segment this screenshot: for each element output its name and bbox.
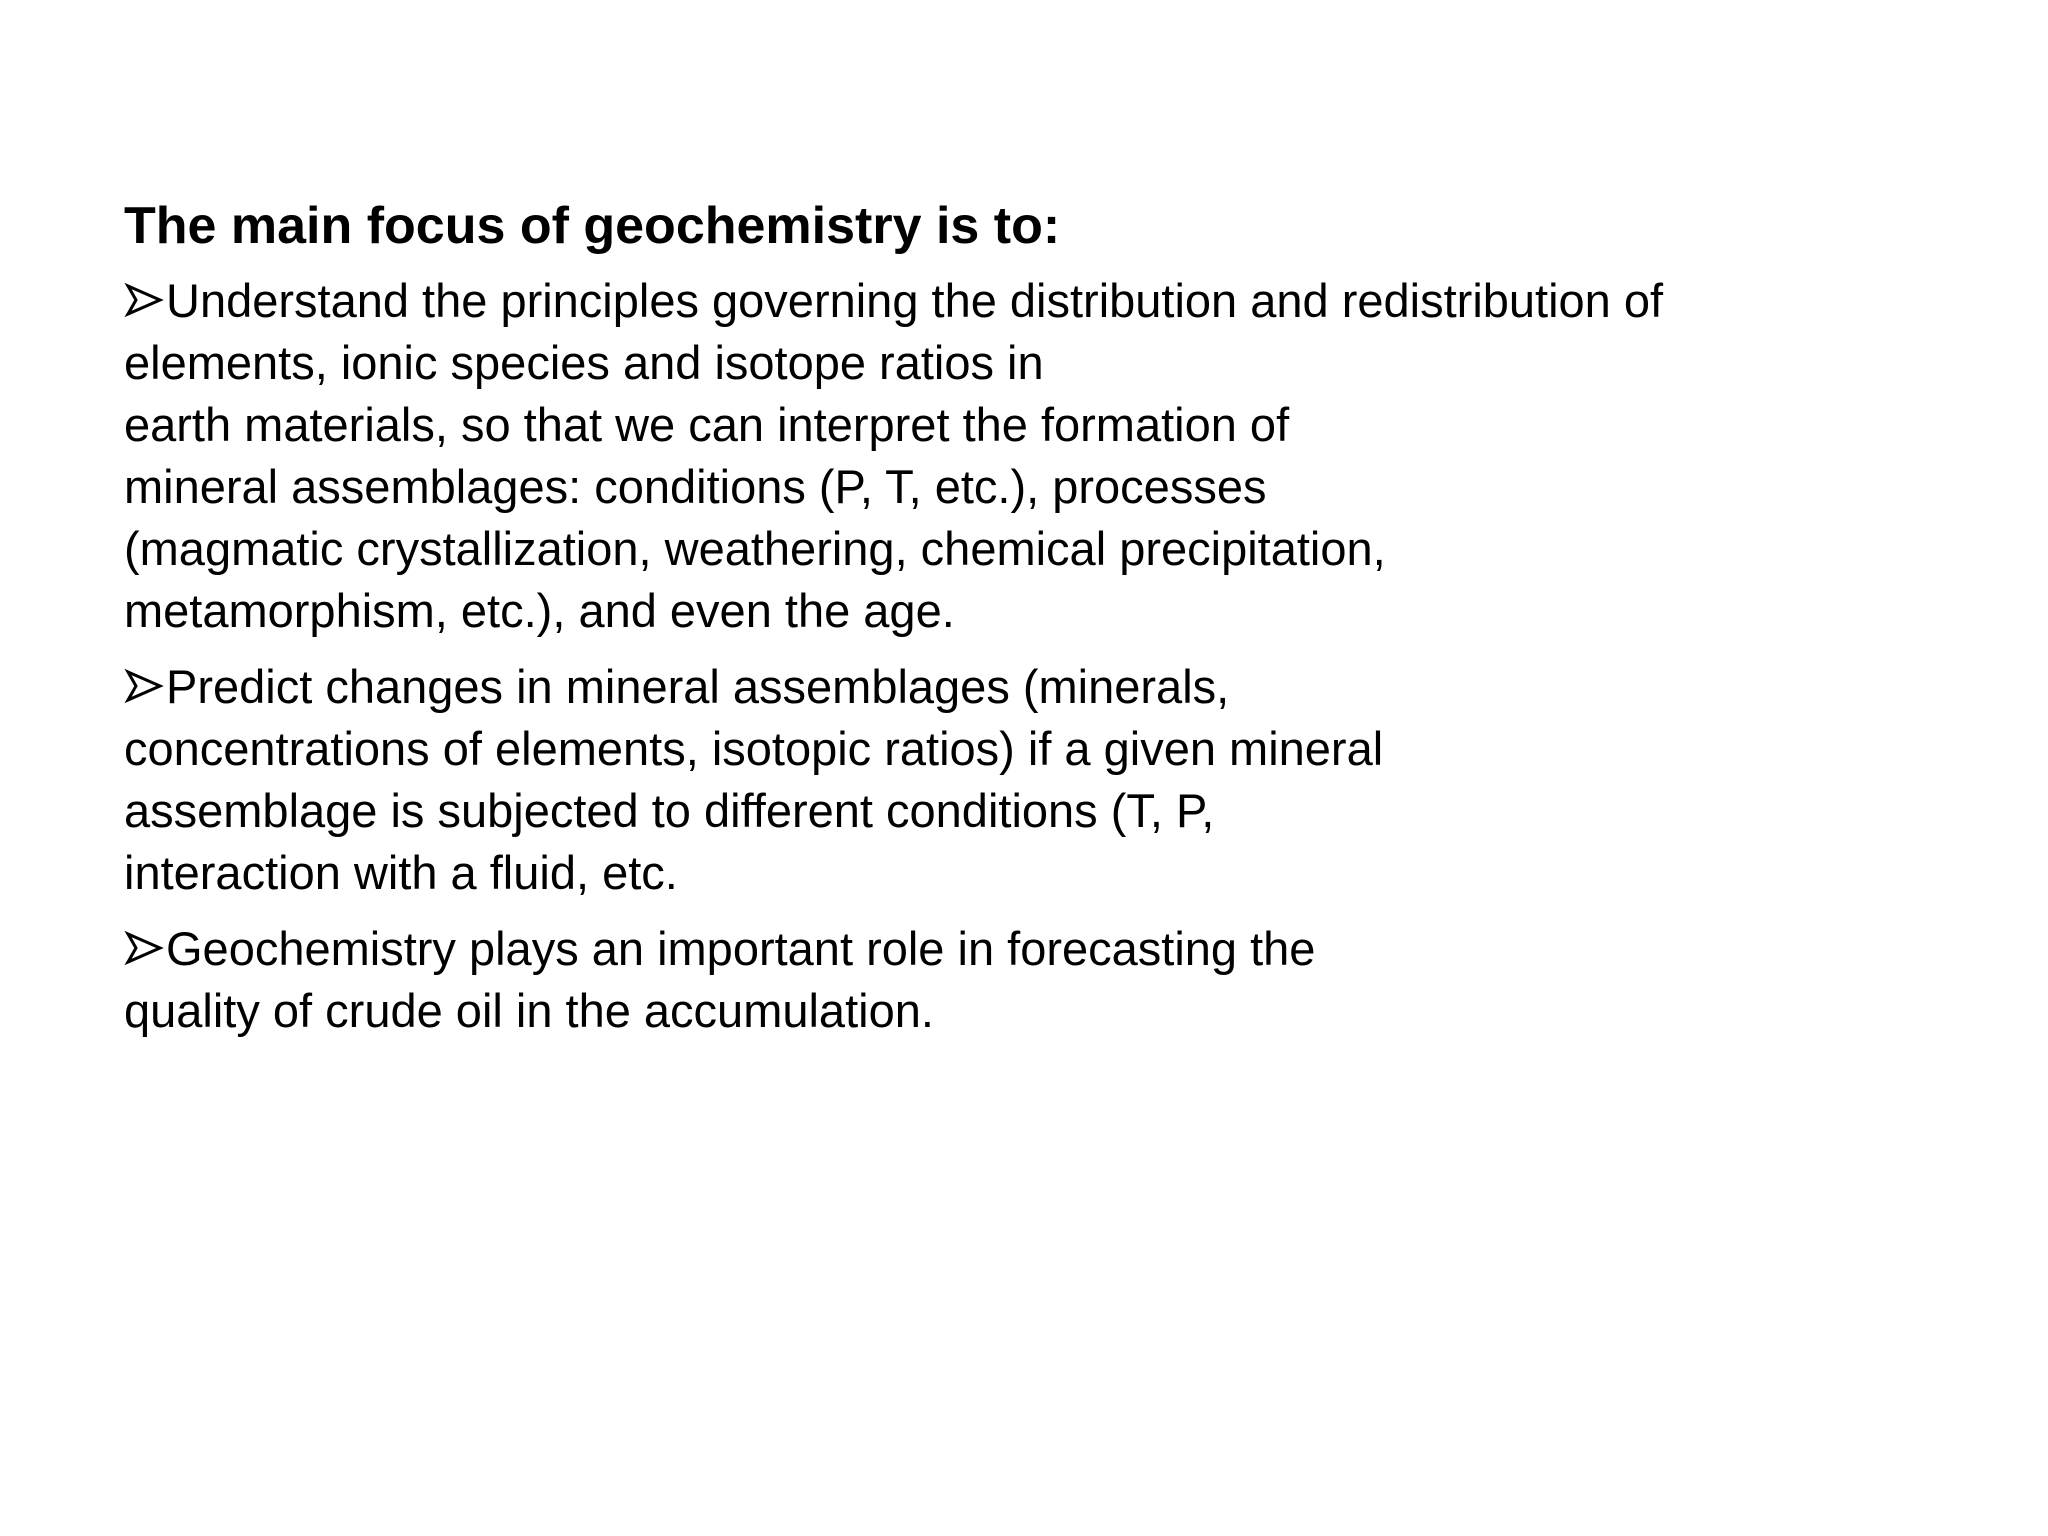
arrowhead-bullet-icon [124, 666, 164, 706]
slide-content [124, 196, 1964, 1056]
bullet-item [124, 270, 1964, 642]
bullet-line: Predict changes in mineral assemblages (minerals, [124, 656, 1964, 718]
bullet-line: assemblage is subjected to different conditions (T, P, [124, 784, 1215, 837]
bullet-line: concentrations of elements, isotopic ratios) if a given mineral [124, 722, 1384, 775]
bullet-line: quality of crude oil in the accumulation. [124, 984, 934, 1037]
bullet-line: mineral assemblages: conditions (P, T, etc.), processes [124, 460, 1267, 513]
bullet-line: metamorphism, etc.), and even the age. [124, 584, 955, 637]
bullet-item [124, 656, 1964, 904]
bullet-line: elements, ionic species and isotope ratios in [124, 336, 1044, 389]
bullet-line: interaction with a fluid, etc. [124, 846, 678, 899]
bullet-line: earth materials, so that we can interpret the formation of [124, 398, 1290, 451]
bullet-line: Geochemistry plays an important role in forecasting the [124, 918, 1964, 980]
bullet-item [124, 918, 1964, 1042]
arrowhead-bullet-icon [124, 928, 164, 968]
slide-heading: The main focus of geochemistry is to: [124, 197, 1061, 255]
bullet-line: (magmatic crystallization, weathering, chemical precipitation, [124, 522, 1386, 575]
bullet-line: Understand the principles governing the distribution and redistribution of [124, 270, 1964, 332]
arrowhead-bullet-icon [124, 280, 164, 320]
